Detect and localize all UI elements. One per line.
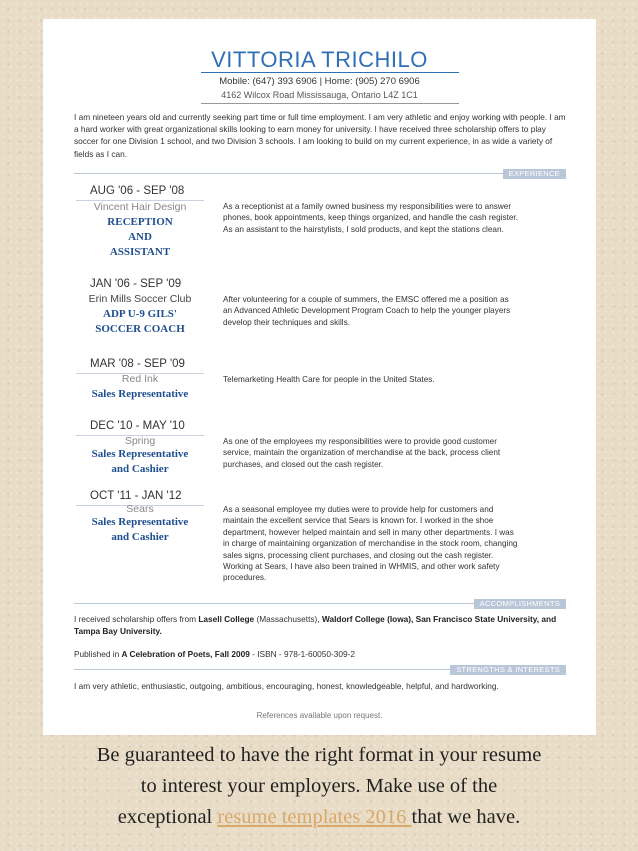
- strengths-section-bar: [74, 665, 566, 675]
- publication-isbn: - ISBN - 978-1-60050-309-2: [249, 649, 356, 659]
- job-description: As one of the employees my responsibilities were to provide good customer service, maintain the organization of merchandise at the back, process client purchases, and closed out the cash register.: [223, 437, 501, 469]
- experience-section-bar: [74, 169, 566, 179]
- job-title-line: AND: [128, 231, 152, 243]
- job-title-line: ADP U-9 GILS': [103, 308, 177, 320]
- job-title-line: SOCCER COACH: [95, 323, 185, 335]
- contact-phones: Mobile: (647) 393 6906 | Home: (905) 270 6906: [219, 76, 420, 87]
- job-title-line: Sales Representative: [91, 516, 189, 528]
- promo-caption: [0, 740, 638, 833]
- resume-name: VITTORIA TRICHILO: [211, 47, 428, 72]
- resume-templates-link[interactable]: resume templates 2016: [217, 806, 412, 828]
- job-description: As a receptionist at a family owned business my responsibilities were to answer phones, book appointments, keep things organized, and handle the cash register. As an assistant to the hairstylists, I sold products, and kept the stations clean.: [223, 202, 518, 234]
- job-title-line: and Cashier: [111, 531, 169, 543]
- resume-page: [43, 19, 596, 735]
- job-company: Erin Mills Soccer Club: [88, 293, 192, 305]
- job-title-line: ASSISTANT: [109, 246, 171, 258]
- scholarship-text: [74, 613, 574, 638]
- job-description: As a seasonal employee my duties were to provide help for customers and maintain the excellent service that Sears is known for. I worked in the shoe department, however helped maintain and sell in many other departments. I was in charge of maintaining organization of merchandise in the stock room, changing sales signs, processing client purchases, and closing out the cash register. Working at Sears, I have also been trained in WHMIS, and other work safety procedures.: [223, 505, 518, 583]
- caption-prefix: exceptional: [117, 806, 218, 828]
- objective-paragraph: I am nineteen years old and currently seeking part time or full time employment. I am very athletic and enjoy working with people. I am a hard worker with great organizational skills looking to earn money for university. I have received three scholarship offers to play soccer for one Division 1 school, and two Division 3 schools. I am looking to build on my current experience, in as wide a variety of fields as I can.: [74, 112, 566, 159]
- job-company: Vincent Hair Design: [93, 201, 187, 213]
- strengths-text: I am very athletic, enthusiastic, outgoing, ambitious, encouraging, honest, knowledgeable, helpful, and hardworking.: [74, 681, 499, 691]
- job-dates: MAR '08 - SEP '09: [90, 358, 185, 370]
- job-dates: AUG '06 - SEP '08: [90, 185, 185, 197]
- job-company: Red Ink: [121, 373, 159, 385]
- header-rule-bottom: [201, 103, 459, 104]
- school-note: (Massachusetts),: [254, 614, 322, 624]
- job-description: Telemarketing Health Care for people in the United States.: [223, 375, 435, 384]
- references-note: References available upon request.: [256, 711, 383, 720]
- scholarship-prefix: I received scholarship offers from: [74, 614, 199, 624]
- caption-line-with-link: [0, 802, 638, 833]
- job-title-line: RECEPTION: [107, 216, 173, 228]
- job-company: Spring: [124, 435, 156, 447]
- job-title-line: Sales Representative: [91, 448, 189, 460]
- accomplishments-heading: ACCOMPLISHMENTS: [474, 599, 566, 609]
- published-prefix: Published in: [74, 649, 122, 659]
- caption-line: to interest your employers. Make use of the: [140, 775, 498, 797]
- publication-title: A Celebration of Poets, Fall 2009: [121, 649, 250, 659]
- job-dates: OCT '11 - JAN '12: [90, 490, 182, 502]
- job-dates: DEC '10 - MAY '10: [90, 420, 185, 432]
- header-rule: [201, 72, 459, 73]
- school-name: Lasell College: [198, 614, 255, 624]
- strengths-heading: STRENGTHS & INTERESTS: [450, 665, 566, 675]
- job-title-line: and Cashier: [111, 463, 169, 475]
- publication-text: [74, 648, 574, 660]
- job-company: Sears: [126, 503, 154, 515]
- caption-line: Be guaranteed to have the right format in your resume: [96, 744, 542, 766]
- job-title-line: Sales Representative: [91, 388, 189, 400]
- experience-heading: EXPERIENCE: [503, 169, 566, 179]
- school-list: Waldorf College (Iowa), San Francisco State University, and Tampa Bay University.: [74, 614, 557, 637]
- contact-address: 4162 Wilcox Road Mississauga, Ontario L4Z 1C1: [221, 90, 418, 100]
- section-divider: [74, 173, 566, 174]
- job-description: After volunteering for a couple of summers, the EMSC offered me a position as an Advanced Athletic Development Program Coach to help the younger players develop their techniques and skills.: [223, 295, 511, 327]
- caption-suffix: that we have.: [411, 806, 521, 828]
- accomplishments-section-bar: [74, 599, 566, 609]
- job-dates: JAN '06 - SEP '09: [90, 278, 182, 290]
